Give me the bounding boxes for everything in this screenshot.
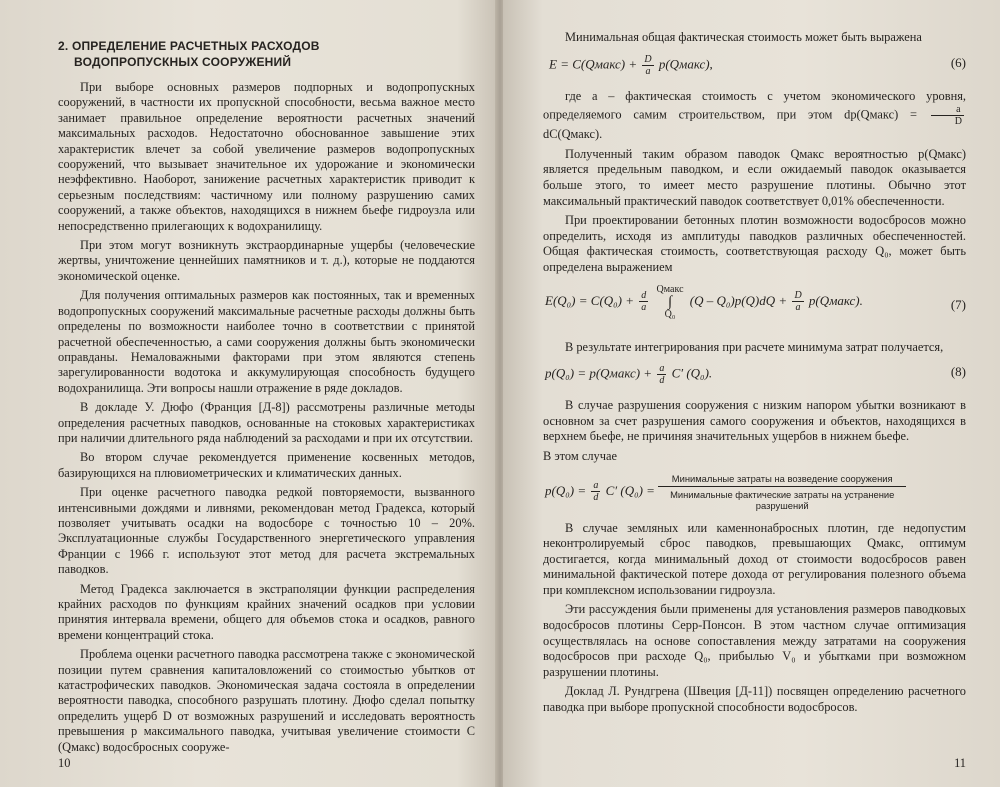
paragraph: В докладе У. Дюфо (Франция [Д-8]) рассмотрены различные методы определения расчетных паводков, основанные на стоковых характеристиках при наличии длительного ряда наблюдений за расходами и при их отсутствии. bbox=[58, 400, 475, 445]
paragraph: Эти рассуждения были применены для установления размеров паводковых водосбросов плотины Серр-Понсон. В этом частном случае оптимизация осуществлялась на основе сопоставления между затратами на сооружения водосбросов при расходе Q₀, прибылью V₀ и убытками при возможном разрушении плотины. bbox=[543, 602, 966, 679]
paragraph: Для получения оптимальных размеров как постоянных, так и временных водопропускных сооружений максимальные расчетные расходы должны быть определены по возможности наиболее точно в соответствии с принятой расчетной обеспеченностью, а сами сооружения должны быть экономически оправданы. Немаловажными факторами при этом являются степень зарегулированности водотока и аккумулирующая способность будущего водохранилища. Эти вопросы нашли отражение в ряде докладов. bbox=[58, 288, 475, 395]
eq7-frac1-den: a bbox=[641, 302, 647, 314]
eq7-fraction-2 bbox=[792, 290, 803, 313]
paragraph: В этом случае bbox=[543, 448, 617, 463]
eq6-lhs: E = C(Qмакс) + bbox=[549, 56, 638, 72]
integral bbox=[657, 284, 684, 320]
eq7-frac2-num: D bbox=[794, 290, 802, 302]
integral-lower: Q₀ bbox=[664, 308, 676, 320]
eq6-rhs: p(Qмакс), bbox=[658, 56, 713, 72]
eq8-frac-den: d bbox=[659, 375, 665, 387]
right-page bbox=[503, 0, 1000, 787]
eq7-fraction-1 bbox=[639, 290, 648, 313]
paragraph: В случае разрушения сооружения с низким напором убытки возникают в основном за счет разрушения самого сооружения и объектов, находящихся в верхнем бьефе, не причиняя значительных ущербов в нижнем бьефе. bbox=[543, 398, 966, 444]
paragraph: В результате интегрирования при расчете минимума затрат получается, bbox=[565, 339, 944, 354]
eq8-fraction bbox=[657, 363, 666, 386]
equation-7 bbox=[543, 284, 966, 328]
eq7-frac2-den: a bbox=[795, 302, 801, 314]
paragraph bbox=[543, 89, 966, 143]
eq9-big-num: Минимальные затраты на возведение сооружения bbox=[658, 473, 906, 487]
equation-number: (6) bbox=[950, 54, 966, 70]
eq6-frac-den: a bbox=[645, 65, 651, 77]
page-number: 11 bbox=[954, 756, 966, 770]
paragraph: При оценке расчетного паводка редкой повторяемости, вызванного интенсивными дождями и ливнями, рекомендован метод Градекса, который позволяет учитывать осадки на водосборе с точностью 10 – 20%. Эксплуатационные службы Государственного энергетического управления Франции с 1966 г. используют этот метод для расчета экстремальных паводков. bbox=[58, 485, 475, 577]
p2-fraction bbox=[931, 104, 964, 127]
paragraph: При выборе основных размеров подпорных и водопропускных сооружений, в частности их пропускной способности, весьма важное место занимает правильное определение вероятности расчетных значений максимальных расходов. Недостаточно обоснованное завышение этих характеристик влечет за собой увеличение размеров водопропускных сооружений, что вызывает значительное их удорожание и экономически неэффективно. Наоборот, занижение расчетных характеристик приводит к серьезным последствиям: частичному или полному разрушению самих сооружений, а также объектов, находящихся в нижнем бьефе гидроузла или непосредственно прилегающих к водохранилищу. bbox=[58, 80, 475, 233]
eq7-part2: (Q – Q₀)p(Q)dQ + bbox=[689, 292, 788, 308]
paragraph: Метод Градекса заключается в экстраполяции функции распределения крайних расходов по функциям крайних значений осадков при условии принятия интервала времени, общего для объемов стока и осадков, равного времени концентраций стока. bbox=[58, 581, 475, 642]
eq6-frac-num: D bbox=[644, 53, 652, 65]
eq9-text-fraction bbox=[658, 473, 906, 511]
section-heading bbox=[58, 38, 475, 70]
paragraph: Во втором случае рекомендуется применение косвенных методов, базирующихся на плювиометрических и климатических данных. bbox=[58, 450, 475, 480]
equation-8 bbox=[543, 363, 966, 386]
eq7-part3: p(Qмакс). bbox=[808, 292, 863, 308]
eq9-fraction bbox=[591, 480, 600, 503]
eq7-frac1-num: d bbox=[641, 290, 647, 302]
page-number: 10 bbox=[58, 756, 71, 770]
paragraph: При этом могут возникнуть экстраординарные ущербы (человеческие жертвы, уничтожение ценнейших памятников и т. д.), которые не поддаются экономической оценке. bbox=[58, 238, 475, 283]
eq9-big-den: Минимальные фактические затраты на устранение разрушений bbox=[670, 488, 895, 511]
eq9-mid: C′ (Q₀) = bbox=[605, 482, 655, 498]
paragraph: Доклад Л. Рундгрена (Швеция [Д-11]) посвящен определению расчетного паводка при выборе пропускной способности водосбросов. bbox=[543, 684, 966, 715]
eq9-frac-num: a bbox=[593, 480, 599, 491]
integral-upper: Qмакс bbox=[656, 283, 684, 295]
eq7-part1: E(Q₀) = C(Q₀) + bbox=[545, 292, 635, 308]
eq6-fraction bbox=[642, 54, 653, 77]
equation-number: (7) bbox=[950, 296, 966, 312]
paragraph: В случае земляных или каменнонабросных плотин, где недопустим неконтролируемый сброс паводков, превышающих Qмакс, оптимум достигается, когда минимальный доход от стоимости водосбросов равен минимальной фактической потере дохода от регулирования полезного объема при комплексном использовании гидроузла. bbox=[543, 520, 966, 597]
paragraph: Полученный таким образом паводок Qмакс вероятностью p(Qмакс) является предельным паводком, и если ожидаемый паводок оказывается больше этого, то имеет место разрушение плотины. Обычно этот максимальный практический паводок соответствует 0,01% обеспеченности. bbox=[543, 146, 966, 208]
paragraph: Минимальная общая фактическая стоимость может быть выражена bbox=[565, 30, 922, 44]
p2-frac-num: a bbox=[931, 104, 964, 116]
p2-text-end: dC(Qмакс). bbox=[543, 127, 603, 142]
heading-line-2: ВОДОПРОПУСКНЫХ СООРУЖЕНИЙ bbox=[74, 55, 292, 69]
eq9-frac-den: d bbox=[593, 492, 599, 503]
equation-6 bbox=[543, 54, 966, 77]
integral-sign: ∫ bbox=[667, 293, 673, 310]
heading-line-1: 2. ОПРЕДЕЛЕНИЕ РАСЧЕТНЫХ РАСХОДОВ bbox=[58, 39, 320, 53]
p2-text: где a – фактическая стоимость с учетом экономического уровня, определяемого самим строительством, при этом dp(Qмакс) = bbox=[543, 88, 966, 122]
equation-number: (8) bbox=[950, 364, 966, 380]
left-page bbox=[0, 0, 497, 787]
paragraph: При проектировании бетонных плотин возможности водосбросов можно определить, исходя из амплитуды паводков различных обеспеченностей. Общая фактическая стоимость, соответствующая расходу Q₀, может быть определена выражением bbox=[543, 213, 966, 274]
paragraph: Проблема оценки расчетного паводка рассмотрена также с экономической позиции путем сравнения капиталовложений со стоимостью убытков от катастрофических паводков. Экономическая задача состояла в определении вероятности паводка, способного разрушать плотину. Дюфо сделал попытку определить ущерб D от возможных разрушений и исследовать вероятность превышения p максимального паводка, учитывая увеличение стоимости C (Qмакс) водосбросных сооруже- bbox=[58, 647, 475, 754]
eq8-rhs: C′ (Q₀). bbox=[671, 365, 713, 381]
eq8-lhs: p(Q₀) = p(Qмакс) + bbox=[545, 365, 653, 381]
eq8-frac-num: a bbox=[659, 363, 665, 375]
eq9-lhs: p(Q₀) = bbox=[545, 482, 587, 498]
equation-9 bbox=[543, 473, 966, 511]
p2-frac-den: D bbox=[954, 116, 962, 128]
